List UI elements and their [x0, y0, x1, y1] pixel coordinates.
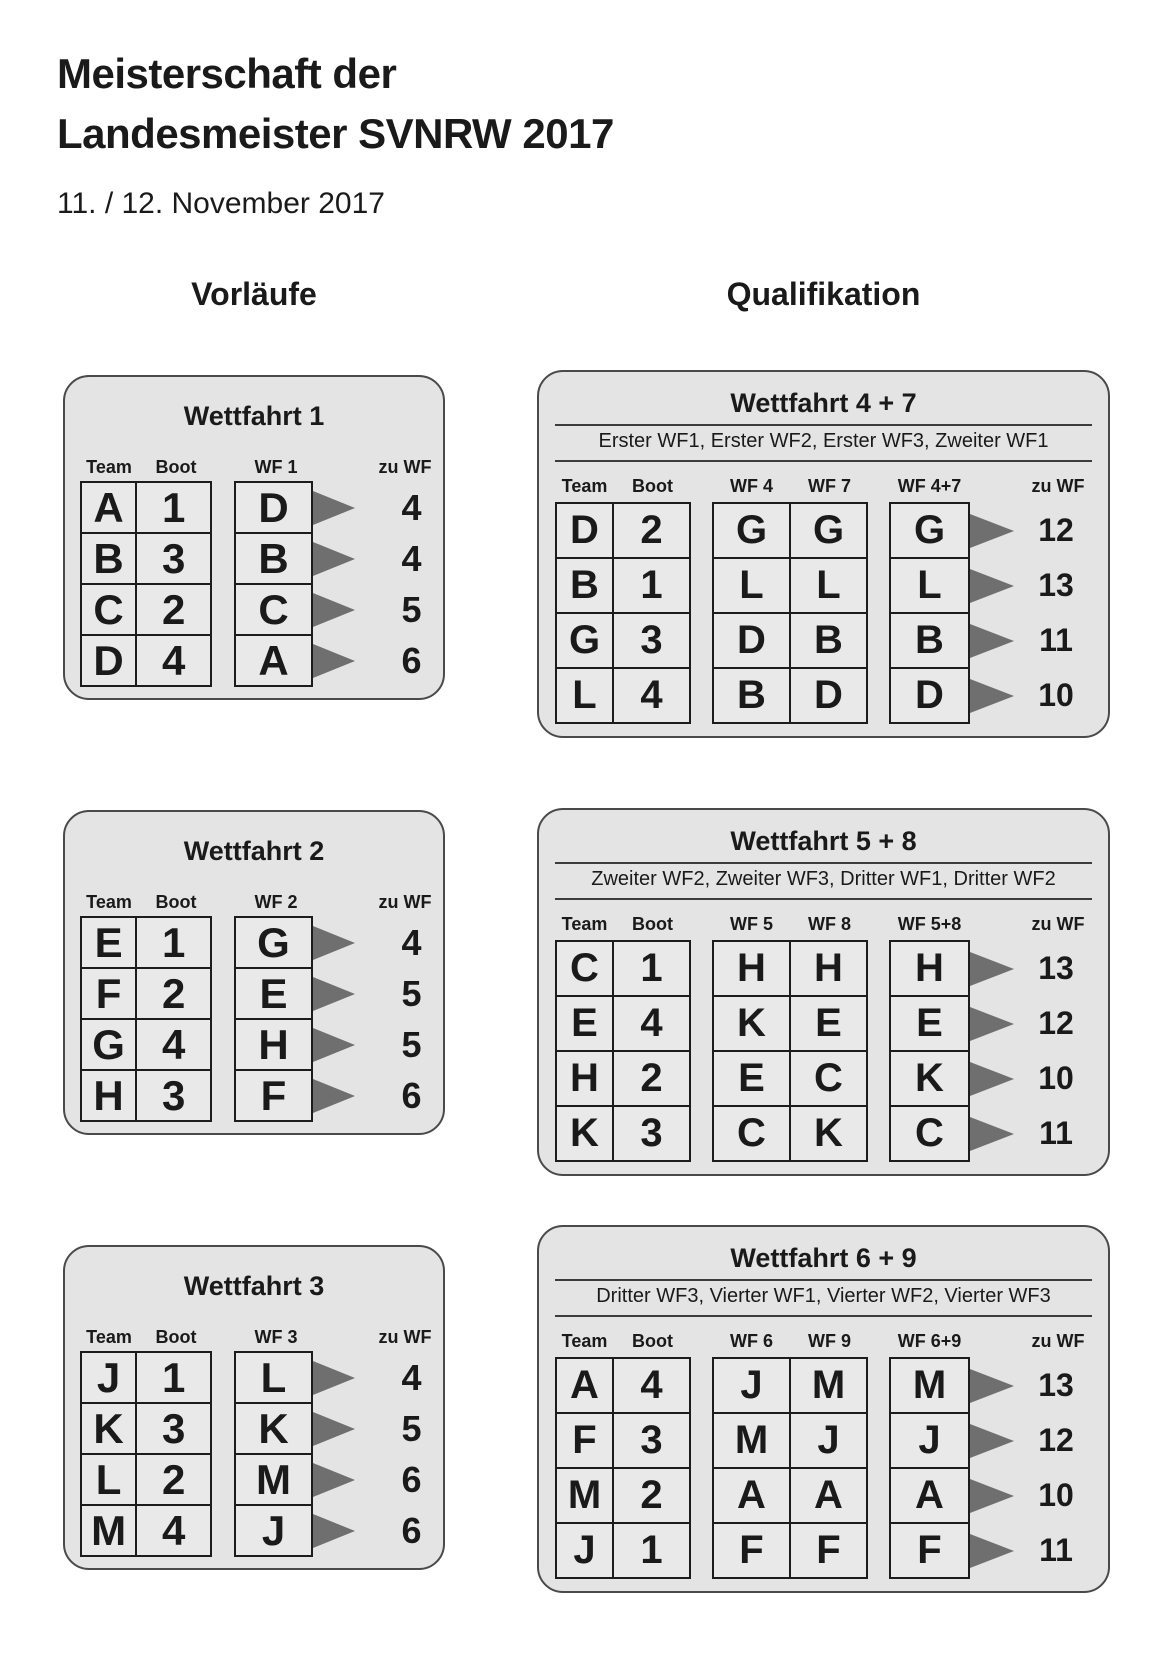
rows — [65, 481, 443, 687]
column-header: WF 1 — [254, 457, 298, 477]
page-title-line-1: Meisterschaft der — [57, 50, 397, 97]
arrow-right-icon — [313, 1463, 355, 1497]
qualification-criteria: Zweiter WF2, Zweiter WF3, Dritter WF1, Dritter WF2 — [591, 868, 1056, 890]
heat-box-title: Wettfahrt 3 — [183, 1271, 325, 1301]
wf-first-result-cell: K — [712, 995, 791, 1052]
wf-second-result-cell: K — [789, 1105, 868, 1162]
wf-result-cell: G — [234, 916, 313, 969]
wf-second-result-cell: L — [789, 557, 868, 614]
heat-box-3 — [63, 1245, 445, 1570]
wf-combined-result-cell: D — [889, 667, 970, 724]
team-cell: H — [555, 1050, 614, 1107]
heat-box-title: Wettfahrt 2 — [183, 836, 325, 866]
heat-row — [65, 1402, 443, 1455]
zu-wf-value: 4 — [401, 1356, 422, 1398]
wf-second-result-cell: B — [789, 612, 868, 669]
arrow-right-icon — [970, 952, 1014, 986]
zu-wf-value: 10 — [1038, 1060, 1074, 1096]
column-header: zu WF — [378, 457, 432, 477]
team-cell: M — [80, 1504, 137, 1557]
column-header: zu WF — [378, 1327, 432, 1347]
zu-wf-value: 4 — [401, 921, 422, 963]
qualification-row — [539, 667, 1108, 724]
wf-first-result-cell: D — [712, 612, 791, 669]
wf-result-cell: B — [234, 532, 313, 585]
arrow-right-icon — [970, 514, 1014, 548]
zu-wf-value: 5 — [401, 1407, 422, 1449]
arrow-right-icon — [970, 1117, 1014, 1151]
heat-box-2 — [63, 810, 445, 1135]
column-header: Boot — [632, 476, 673, 496]
team-cell: G — [555, 612, 614, 669]
column-header: zu WF — [1031, 476, 1085, 496]
page-title-line-2: Landesmeister SVNRW 2017 — [57, 109, 614, 157]
divider-line — [555, 898, 1092, 900]
column-headers — [539, 476, 1108, 497]
boat-cell: 3 — [135, 1069, 212, 1122]
heat-row — [65, 634, 443, 687]
wf-combined-result-cell: K — [889, 1050, 970, 1107]
wf-first-result-cell: F — [712, 1522, 791, 1579]
wf-second-result-cell: J — [789, 1412, 868, 1469]
team-cell: E — [80, 916, 137, 969]
column-header: WF 4 — [730, 476, 773, 496]
heat-row — [65, 1351, 443, 1404]
divider-line — [555, 460, 1092, 462]
boat-cell: 1 — [135, 916, 212, 969]
wf-second-result-cell: E — [789, 995, 868, 1052]
heat-row — [65, 916, 443, 969]
boat-cell: 2 — [612, 1050, 691, 1107]
qualification-row — [539, 557, 1108, 614]
wf-result-cell: H — [234, 1018, 313, 1071]
qualification-row — [539, 502, 1108, 559]
boat-cell: 3 — [612, 612, 691, 669]
zu-wf-value: 10 — [1038, 677, 1074, 713]
wf-combined-result-cell: C — [889, 1105, 970, 1162]
qualification-box-2 — [537, 808, 1110, 1176]
zu-wf-value: 12 — [1038, 1005, 1074, 1041]
wf-result-cell: C — [234, 583, 313, 636]
section-title-vorlaeufe: Vorläufe — [191, 276, 317, 312]
zu-wf-value: 4 — [401, 537, 422, 579]
wf-combined-result-cell: L — [889, 557, 970, 614]
column-header: WF 6 — [730, 1331, 773, 1351]
wf-result-cell: K — [234, 1402, 313, 1455]
column-headers — [65, 457, 443, 478]
boat-cell: 3 — [135, 532, 212, 585]
section-title-qualifikation: Qualifikation — [726, 276, 921, 312]
wf-second-result-cell: C — [789, 1050, 868, 1107]
page-title — [57, 44, 614, 163]
qualification-box-1 — [537, 370, 1110, 738]
zu-wf-value: 13 — [1038, 567, 1074, 603]
divider-line — [555, 1315, 1092, 1317]
wf-result-cell: D — [234, 481, 313, 534]
heat-row — [65, 1504, 443, 1557]
doc-header — [57, 44, 614, 221]
zu-wf-value: 12 — [1038, 1422, 1074, 1458]
rows — [539, 502, 1108, 724]
arrow-right-icon — [313, 542, 355, 576]
column-header: Team — [561, 476, 608, 496]
arrow-right-icon — [313, 926, 355, 960]
zu-wf-value: 6 — [401, 1458, 422, 1500]
column-headers — [539, 914, 1108, 935]
wf-first-result-cell: H — [712, 940, 791, 997]
zu-wf-value: 11 — [1039, 1532, 1073, 1568]
qualification-row — [539, 1105, 1108, 1162]
arrow-right-icon — [970, 679, 1014, 713]
wf-result-cell: E — [234, 967, 313, 1020]
team-cell: D — [555, 502, 614, 559]
qualification-row — [539, 995, 1108, 1052]
heat-row — [65, 532, 443, 585]
heat-row — [65, 1453, 443, 1506]
boat-cell: 2 — [612, 502, 691, 559]
wf-second-result-cell: A — [789, 1467, 868, 1524]
team-cell: K — [80, 1402, 137, 1455]
arrow-right-icon — [313, 644, 355, 678]
boat-cell: 4 — [135, 1504, 212, 1557]
qualification-row — [539, 1050, 1108, 1107]
team-cell: K — [555, 1105, 614, 1162]
team-cell: F — [80, 967, 137, 1020]
team-cell: E — [555, 995, 614, 1052]
heat-row — [65, 967, 443, 1020]
rows — [65, 916, 443, 1122]
event-date: 11. / 12. November 2017 — [57, 187, 385, 221]
column-headers — [65, 1327, 443, 1348]
wf-result-cell: J — [234, 1504, 313, 1557]
boat-cell: 4 — [612, 1357, 691, 1414]
team-cell: B — [80, 532, 137, 585]
wf-combined-result-cell: B — [889, 612, 970, 669]
boat-cell: 2 — [135, 583, 212, 636]
rows — [539, 1357, 1108, 1579]
qualification-row — [539, 612, 1108, 669]
boat-cell: 1 — [135, 481, 212, 534]
zu-wf-value: 5 — [401, 1023, 422, 1065]
arrow-right-icon — [313, 1079, 355, 1113]
qualification-row — [539, 1522, 1108, 1579]
column-header: Boot — [155, 1327, 197, 1347]
wf-first-result-cell: E — [712, 1050, 791, 1107]
column-headers — [65, 892, 443, 913]
wf-combined-result-cell: J — [889, 1412, 970, 1469]
boat-cell: 3 — [612, 1412, 691, 1469]
arrow-right-icon — [970, 1479, 1014, 1513]
team-cell: D — [80, 634, 137, 687]
arrow-right-icon — [970, 1007, 1014, 1041]
zu-wf-value: 12 — [1038, 512, 1074, 548]
qualification-box-title: Wettfahrt 6 + 9 — [730, 1243, 917, 1273]
team-cell: F — [555, 1412, 614, 1469]
qualification-box-title: Wettfahrt 4 + 7 — [730, 388, 917, 418]
arrow-right-icon — [970, 1534, 1014, 1568]
boat-cell: 2 — [135, 967, 212, 1020]
zu-wf-value: 6 — [401, 639, 422, 681]
column-header: WF 3 — [254, 1327, 298, 1347]
divider-line — [555, 862, 1092, 864]
qualification-row — [539, 1467, 1108, 1524]
wf-first-result-cell: A — [712, 1467, 791, 1524]
arrow-right-icon — [313, 977, 355, 1011]
qualification-box-title: Wettfahrt 5 + 8 — [730, 826, 917, 856]
qualification-box-3 — [537, 1225, 1110, 1593]
wf-result-cell: L — [234, 1351, 313, 1404]
wf-combined-result-cell: E — [889, 995, 970, 1052]
wf-result-cell: M — [234, 1453, 313, 1506]
column-header: WF 6+9 — [897, 1331, 962, 1351]
heat-box-1 — [63, 375, 445, 700]
zu-wf-value: 6 — [401, 1074, 422, 1116]
column-header: WF 5+8 — [897, 914, 962, 934]
wf-second-result-cell: M — [789, 1357, 868, 1414]
heat-row — [65, 1069, 443, 1122]
zu-wf-value: 13 — [1038, 1367, 1074, 1403]
column-header: zu WF — [378, 892, 432, 912]
column-header: WF 9 — [808, 1331, 851, 1351]
wf-first-result-cell: B — [712, 667, 791, 724]
zu-wf-value: 6 — [401, 1509, 422, 1551]
team-cell: B — [555, 557, 614, 614]
boat-cell: 2 — [135, 1453, 212, 1506]
boat-cell: 1 — [135, 1351, 212, 1404]
team-cell: C — [555, 940, 614, 997]
boat-cell: 1 — [612, 1522, 691, 1579]
wf-combined-result-cell: F — [889, 1522, 970, 1579]
wf-result-cell: A — [234, 634, 313, 687]
boat-cell: 3 — [135, 1402, 212, 1455]
arrow-right-icon — [970, 569, 1014, 603]
column-header: zu WF — [1031, 1331, 1085, 1351]
wf-result-cell: F — [234, 1069, 313, 1122]
column-header: Boot — [155, 892, 197, 912]
boat-cell: 4 — [612, 667, 691, 724]
qualification-row — [539, 1357, 1108, 1414]
column-header: Team — [86, 457, 132, 477]
column-header: Boot — [632, 914, 673, 934]
wf-first-result-cell: C — [712, 1105, 791, 1162]
boat-cell: 3 — [612, 1105, 691, 1162]
qualification-criteria: Dritter WF3, Vierter WF1, Vierter WF2, Vierter WF3 — [596, 1285, 1051, 1307]
boat-cell: 4 — [135, 634, 212, 687]
column-header: WF 2 — [254, 892, 298, 912]
team-cell: J — [80, 1351, 137, 1404]
heat-row — [65, 1018, 443, 1071]
column-header: Team — [86, 1327, 132, 1347]
arrow-right-icon — [313, 593, 355, 627]
divider-line — [555, 1279, 1092, 1281]
column-header: Boot — [632, 1331, 673, 1351]
column-header: WF 4+7 — [897, 476, 962, 496]
zu-wf-value: 4 — [401, 486, 422, 528]
arrow-right-icon — [970, 1369, 1014, 1403]
arrow-right-icon — [970, 1424, 1014, 1458]
boat-cell: 1 — [612, 940, 691, 997]
boat-cell: 4 — [612, 995, 691, 1052]
arrow-right-icon — [970, 1062, 1014, 1096]
wf-first-result-cell: L — [712, 557, 791, 614]
arrow-right-icon — [313, 1028, 355, 1062]
team-cell: A — [80, 481, 137, 534]
divider-line — [555, 424, 1092, 426]
wf-second-result-cell: G — [789, 502, 868, 559]
heat-row — [65, 583, 443, 636]
column-header: Team — [561, 1331, 608, 1351]
boat-cell: 2 — [612, 1467, 691, 1524]
wf-combined-result-cell: M — [889, 1357, 970, 1414]
zu-wf-value: 11 — [1039, 622, 1073, 658]
heat-row — [65, 481, 443, 534]
zu-wf-value: 10 — [1038, 1477, 1074, 1513]
column-header: Team — [561, 914, 608, 934]
zu-wf-value: 11 — [1039, 1115, 1073, 1151]
qualification-row — [539, 940, 1108, 997]
zu-wf-value: 13 — [1038, 950, 1074, 986]
wf-combined-result-cell: A — [889, 1467, 970, 1524]
zu-wf-value: 5 — [401, 972, 422, 1014]
team-cell: C — [80, 583, 137, 636]
arrow-right-icon — [313, 1361, 355, 1395]
column-headers — [539, 1331, 1108, 1352]
qualification-row — [539, 1412, 1108, 1469]
column-header: WF 5 — [730, 914, 773, 934]
arrow-right-icon — [313, 1412, 355, 1446]
wf-first-result-cell: M — [712, 1412, 791, 1469]
team-cell: G — [80, 1018, 137, 1071]
team-cell: L — [80, 1453, 137, 1506]
team-cell: M — [555, 1467, 614, 1524]
wf-combined-result-cell: G — [889, 502, 970, 559]
arrow-right-icon — [313, 491, 355, 525]
team-cell: H — [80, 1069, 137, 1122]
wf-first-result-cell: J — [712, 1357, 791, 1414]
rows — [539, 940, 1108, 1162]
boat-cell: 4 — [135, 1018, 212, 1071]
team-cell: L — [555, 667, 614, 724]
team-cell: J — [555, 1522, 614, 1579]
column-header: zu WF — [1031, 914, 1085, 934]
column-header: WF 7 — [808, 476, 851, 496]
wf-second-result-cell: F — [789, 1522, 868, 1579]
column-header: WF 8 — [808, 914, 851, 934]
rows — [65, 1351, 443, 1557]
arrow-right-icon — [313, 1514, 355, 1548]
qualification-criteria: Erster WF1, Erster WF2, Erster WF3, Zweiter WF1 — [598, 430, 1049, 452]
zu-wf-value: 5 — [401, 588, 422, 630]
column-header: Boot — [155, 457, 197, 477]
team-cell: A — [555, 1357, 614, 1414]
boat-cell: 1 — [612, 557, 691, 614]
wf-second-result-cell: H — [789, 940, 868, 997]
wf-first-result-cell: G — [712, 502, 791, 559]
wf-second-result-cell: D — [789, 667, 868, 724]
heat-box-title: Wettfahrt 1 — [183, 401, 325, 431]
arrow-right-icon — [970, 624, 1014, 658]
column-header: Team — [86, 892, 132, 912]
wf-combined-result-cell: H — [889, 940, 970, 997]
